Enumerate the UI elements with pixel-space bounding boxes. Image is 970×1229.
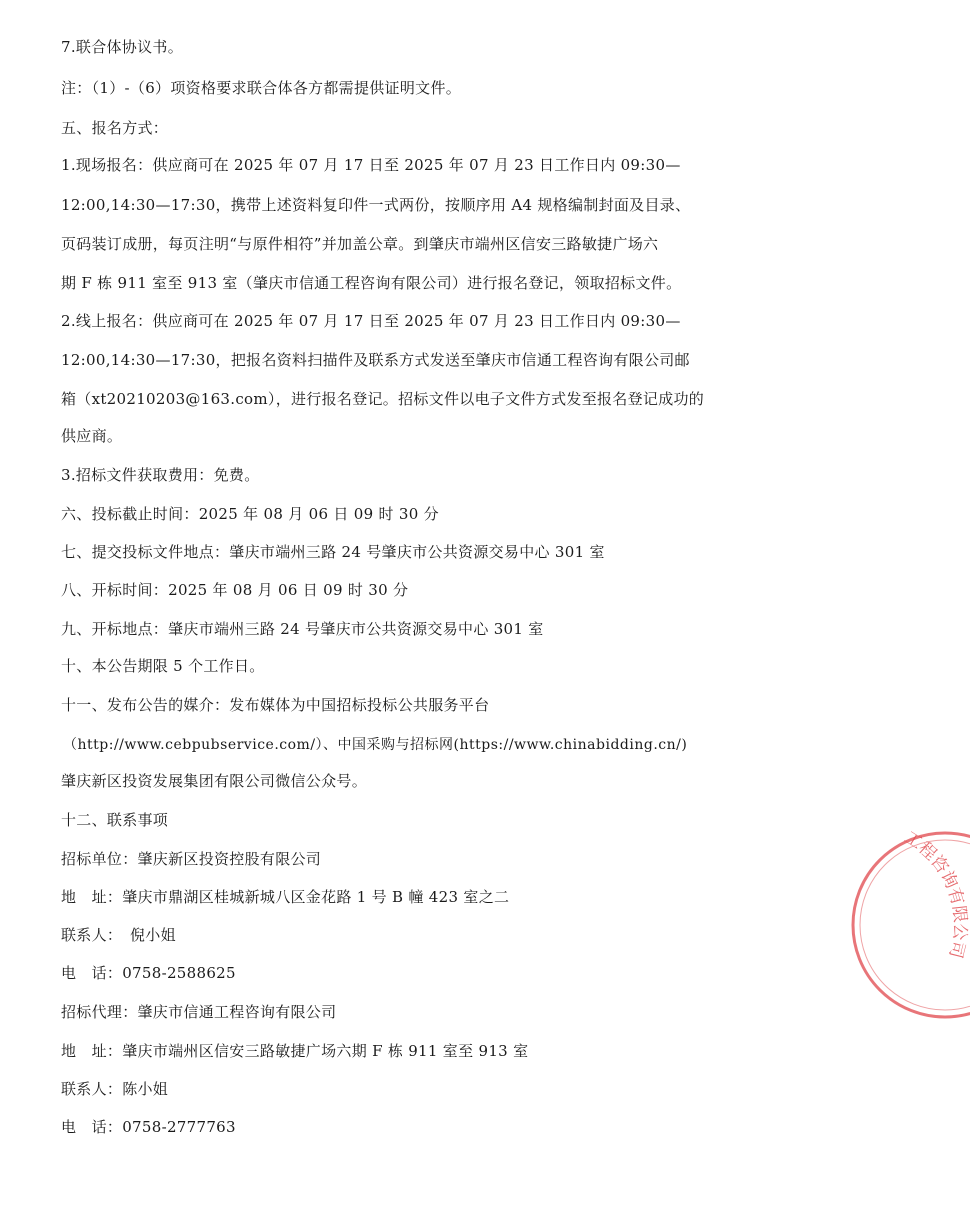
section-heading-registration: 五、报名方式： xyxy=(61,119,169,137)
section-heading-announcement-period: 十、本公告期限 5 个工作日。 xyxy=(61,657,265,675)
text-line-agency-address: 地 址：肇庆市端州区信安三路敏捷广场六期 F 栋 911 室至 913 室 xyxy=(61,1042,529,1060)
text-line-7-consortium-agreement: 7.联合体协议书。 xyxy=(61,38,184,56)
text-line-tenderer-address: 地 址：肇庆市鼎湖区桂城新城八区金花路 1 号 B 幢 423 室之二 xyxy=(61,888,510,906)
text-line-agency-phone: 电 话：0758-2777763 xyxy=(61,1118,236,1136)
text-line-onsite-registration-3: 页码装订成册，每页注明“与原件相符”并加盖公章。到肇庆市端州区信安三路敏捷广场六 xyxy=(61,235,659,253)
stamp-ring xyxy=(853,833,970,1017)
text-line-onsite-registration-2: 12:00,14:30—17:30，携带上述资料复印件一式两份，按顺序用 A4 规格编制封面及目录、 xyxy=(61,196,691,214)
text-line-tenderer: 招标单位：肇庆新区投资控股有限公司 xyxy=(61,850,322,868)
text-line-agency-contact: 联系人：陈小姐 xyxy=(61,1080,169,1098)
text-line-onsite-registration-4: 期 F 栋 911 室至 913 室（肇庆市信通工程咨询有限公司）进行报名登记，领取招标文件。 xyxy=(61,274,682,292)
section-heading-contacts: 十二、联系事项 xyxy=(61,811,169,829)
text-line-tenderer-contact: 联系人： 倪小姐 xyxy=(61,926,176,944)
section-heading-media: 十一、发布公告的媒介：发布媒体为中国招标投标公共服务平台 xyxy=(61,696,490,714)
section-heading-bid-deadline: 六、投标截止时间：2025 年 08 月 06 日 09 时 30 分 xyxy=(61,505,439,523)
text-line-tenderer-phone: 电 话：0758-2588625 xyxy=(61,964,236,982)
text-line-online-registration-2: 12:00,14:30—17:30，把报名资料扫描件及联系方式发送至肇庆市信通工程咨询有限公司邮 xyxy=(61,351,690,369)
text-line-online-registration-4: 供应商。 xyxy=(61,427,123,445)
section-heading-opening-time: 八、开标时间：2025 年 08 月 06 日 09 时 30 分 xyxy=(61,581,409,599)
text-line-media-urls: （http://www.cebpubservice.com/）、中国采购与招标网(https://www.chinabidding.cn/) xyxy=(63,737,688,753)
section-heading-opening-location: 九、开标地点：肇庆市端州三路 24 号肇庆市公共资源交易中心 301 室 xyxy=(61,620,544,638)
text-line-document-fee: 3.招标文件获取费用：免费。 xyxy=(61,466,260,484)
stamp-text: 工程咨询有限公司 xyxy=(900,827,970,961)
text-line-note: 注：（1）-（6）项资格要求联合体各方都需提供证明文件。 xyxy=(61,79,462,97)
text-line-online-registration-3: 箱（xt20210203@163.com），进行报名登记。招标文件以电子文件方式发至报名登记成功的 xyxy=(61,390,705,408)
section-heading-bid-location: 七、提交投标文件地点：肇庆市端州三路 24 号肇庆市公共资源交易中心 301 室 xyxy=(61,543,605,561)
company-seal-stamp xyxy=(850,825,970,1025)
text-line-onsite-registration: 1.现场报名：供应商可在 2025 年 07 月 17 日至 2025 年 07 月 23 日工作日内 09:30— xyxy=(61,156,681,174)
text-line-agency: 招标代理：肇庆市信通工程咨询有限公司 xyxy=(61,1003,337,1021)
text-line-media-wechat: 肇庆新区投资发展集团有限公司微信公众号。 xyxy=(61,772,368,790)
stamp-inner-ring xyxy=(860,840,970,1010)
text-line-online-registration: 2.线上报名：供应商可在 2025 年 07 月 17 日至 2025 年 07 月 23 日工作日内 09:30— xyxy=(61,312,681,330)
